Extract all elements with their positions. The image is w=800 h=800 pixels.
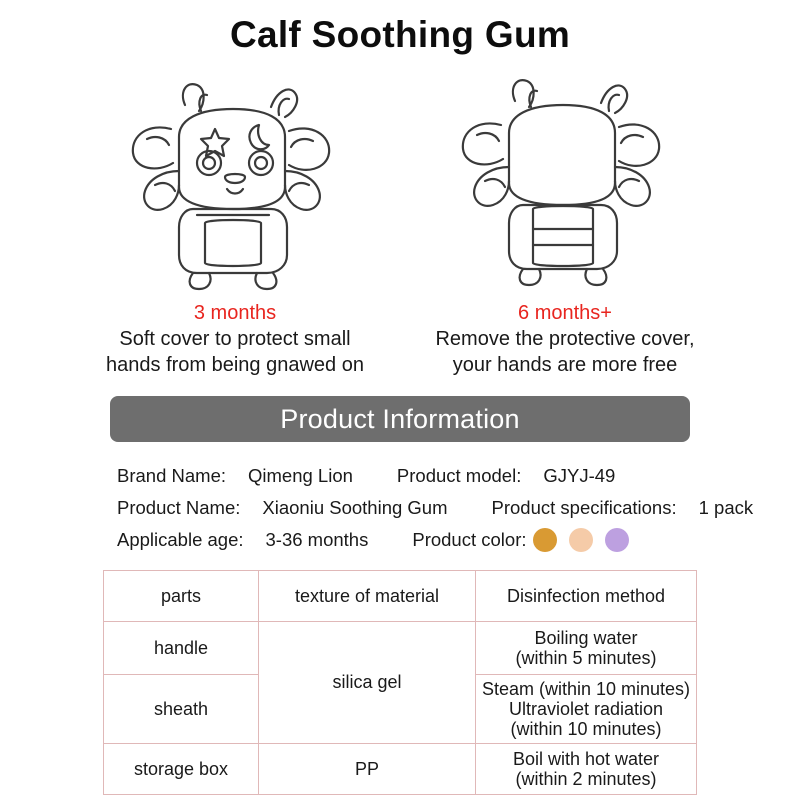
product-information-band: Product Information	[110, 396, 690, 442]
calf-without-cover-drawing	[415, 67, 715, 293]
header-material: texture of material	[259, 571, 476, 622]
disinfect-line: (within 10 minutes)	[510, 719, 662, 739]
info-line-product-name	[117, 492, 800, 524]
caption-left	[70, 300, 400, 378]
illustration-back-no-cover	[400, 66, 730, 294]
illustration-front-with-cover	[70, 66, 400, 294]
disinfect-line: (within 5 minutes)	[515, 648, 657, 668]
header-parts: parts	[104, 571, 259, 622]
product-color-label: Product color:	[412, 529, 527, 550]
table-header-row	[104, 571, 697, 622]
disinfect-line: Steam (within 10 minutes)	[481, 679, 691, 699]
table-row	[104, 744, 697, 795]
caption-left-age: 3 months	[193, 302, 277, 324]
caption-left-line1: Soft cover to protect small	[119, 328, 351, 350]
cell-disinfection-storage-box	[476, 744, 697, 795]
caption-left-line2: hands from being gnawed on	[106, 354, 364, 376]
product-name-value: Xiaoniu Soothing Gum	[262, 497, 448, 518]
caption-right-age: 6 months+	[518, 302, 612, 324]
spec-table-wrap	[0, 570, 800, 795]
color-swatch-purple[interactable]	[605, 528, 629, 552]
applicable-age-value: 3-36 months	[265, 529, 369, 550]
color-swatch-group	[533, 528, 641, 552]
product-specifications-label: Product specifications:	[491, 497, 677, 518]
product-specifications-value: 1 pack	[698, 497, 754, 518]
product-info-list	[0, 460, 800, 556]
product-information-band-wrap	[0, 396, 800, 442]
disinfect-line: (within 2 minutes)	[515, 769, 657, 789]
applicable-age-label: Applicable age:	[117, 529, 244, 550]
cell-part-handle: handle	[104, 622, 259, 675]
calf-with-cover-drawing	[75, 67, 395, 293]
header-disinfection: Disinfection method	[476, 571, 697, 622]
disinfect-line: Boiling water	[534, 628, 638, 648]
illustration-row	[0, 66, 800, 294]
cell-disinfection-sheath	[476, 675, 697, 744]
disinfect-line: Boil with hot water	[512, 749, 660, 769]
caption-right-line1: Remove the protective cover,	[435, 328, 695, 350]
cell-material-pp: PP	[259, 744, 476, 795]
caption-right	[400, 300, 730, 378]
cell-part-sheath: sheath	[104, 675, 259, 744]
product-name-label: Product Name:	[117, 497, 241, 518]
cell-disinfection-handle	[476, 622, 697, 675]
page-title: Calf Soothing Gum	[229, 14, 571, 55]
brand-name-value: Qimeng Lion	[248, 465, 353, 486]
cell-part-storage-box: storage box	[104, 744, 259, 795]
brand-name-label: Brand Name:	[117, 465, 226, 486]
product-model-value: GJYJ-49	[543, 465, 616, 486]
disinfect-line: Ultraviolet radiation	[508, 699, 664, 719]
spec-table	[103, 570, 697, 795]
cell-material-silica-gel: silica gel	[259, 622, 476, 744]
product-model-label: Product model:	[396, 465, 522, 486]
info-line-brand	[117, 460, 800, 492]
caption-right-line2: your hands are more free	[452, 354, 678, 376]
color-swatch-gold[interactable]	[533, 528, 557, 552]
info-line-age-color	[117, 524, 800, 556]
table-row	[104, 622, 697, 675]
color-swatch-beige[interactable]	[569, 528, 593, 552]
caption-row	[0, 300, 800, 378]
